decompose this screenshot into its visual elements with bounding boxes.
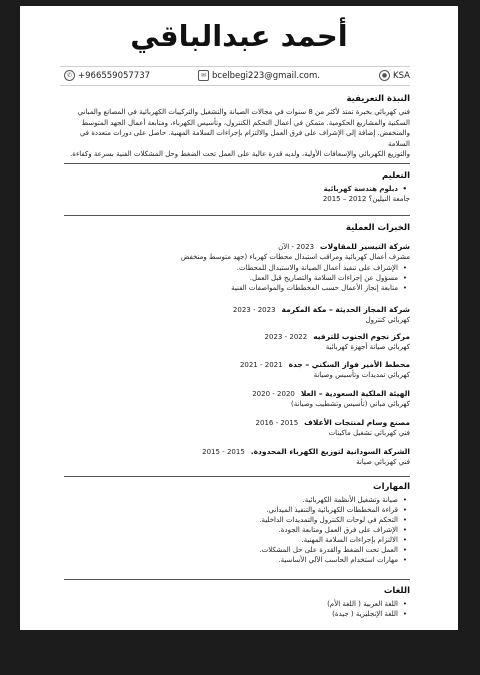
skills-heading: المهارات [373, 482, 410, 492]
job-subtitle: كهربائي مباني (تأسيس وتشطيب وصيانة) [291, 400, 410, 408]
job-entry [202, 447, 410, 467]
job-bullets [181, 263, 410, 293]
skill-item: • الالتزام بإجراءات السلامة المهنية. [60, 535, 398, 545]
job-bullet: • مسؤول عن إجراءات السلامة والتصاريح قبل العمل. [181, 273, 398, 283]
skills-list [60, 495, 410, 565]
job-dates: 2023 - 2023 [232, 306, 276, 314]
language-item: • اللغة الإنجليزية ( جيدة) [60, 609, 398, 619]
profile-section [60, 94, 410, 160]
job-bullet: • متابعة إنجاز الأعمال حسب المخططات والمواصفات الفنية [181, 283, 398, 293]
location-icon: ● [379, 70, 390, 81]
skills-section [60, 482, 410, 565]
education-school: جامعة النيلين؟ 2012 – 2015 [322, 195, 410, 203]
languages-list [60, 599, 410, 619]
job-dates: 2015 - 2015 [202, 448, 245, 456]
job-subtitle: فني كهربائي صيانة [356, 458, 410, 466]
skill-item: • قراءة المخططات الكهربائية والتنفيذ الميداني. [60, 505, 398, 515]
experience-heading: الخبرات العملية [345, 223, 410, 233]
languages-heading: اللغات [383, 586, 410, 596]
location-text: KSA [393, 70, 410, 81]
language-item: • اللغة العربية ( اللغة الأم) [60, 599, 398, 609]
profile-line: والمنخفض. إضافة إلى الإشراف على فرق العمل والالتزام بإجراءات السلامة المهنية. حاصل على دورات متعددة في السلامة [79, 129, 410, 148]
contact-location [379, 70, 410, 81]
contact-phone [64, 70, 150, 81]
experience-section [60, 223, 410, 236]
section-divider [64, 215, 410, 216]
education-list [60, 184, 410, 194]
job-title: الشركة السودانية لتوزيع الكهرباء المحدودة. [250, 447, 410, 456]
job-title: مصنع وسام لمنتجات الأعلاف [304, 418, 410, 427]
education-degree: • دبلوم هندسة كهربائية [60, 184, 398, 194]
skill-item: • العمل تحت الضغط والقدرة على حل المشكلات. [60, 545, 398, 555]
section-divider [64, 476, 410, 477]
job-entry [252, 389, 410, 409]
job-dates: 2023 - الآن [278, 243, 315, 251]
resume-page [20, 6, 458, 630]
job-title: شركة المجاز الحديثة – مكة المكرمة [281, 305, 410, 314]
profile-line: والتوزيع الكهربائي والإسعافات الأولية، ولديه قدرة عالية على العمل تحت الضغط وحل المشكلات الفنية بسرعة وكفاءة. [70, 150, 410, 158]
contact-email [198, 70, 320, 81]
job-title: محطط الأمير فواز السكني – جدة [288, 360, 410, 369]
job-subtitle: كهربائي كنترول [365, 316, 410, 324]
profile-line: فني كهربائي بخبرة تمتد لأكثر من 8 سنوات في مجالات الصيانة والتشغيل والتركيبات الكهربائية في المصانع والمباني [77, 108, 410, 116]
job-title: مركز نجوم الجنوب للترفيه [313, 332, 410, 341]
job-dates: 2021 - 2021 [239, 361, 283, 369]
email-text[interactable]: bcelbegi223@gmail.com. [212, 70, 320, 81]
section-divider [64, 579, 410, 580]
job-entry [256, 418, 410, 438]
job-subtitle: فني كهربائي تشغيل ماكينات [328, 429, 410, 437]
skill-item: • صيانة وتشغيل الأنظمة الكهربائية. [60, 495, 398, 505]
job-entry [265, 332, 410, 352]
job-subtitle: كهربائي تمديدات وتأسيس وصيانة [313, 371, 410, 379]
education-section [60, 171, 410, 205]
languages-section [60, 586, 410, 619]
profile-line: السكنية والمشاريع الحكومية. متمكن في أعمال التحكم الكنترول، وتأسيس الكهرباء، ومتابعة أعمال الجهد المتوسط [81, 118, 410, 127]
skill-item: • مهارات استخدام الحاسب الآلي الأساسية. [60, 555, 398, 565]
job-entry [181, 242, 410, 293]
phone-icon: ✆ [64, 70, 75, 81]
job-subtitle: مشرف أعمال كهربائية ومراقب استبدال محطات كهرباء (جهد متوسط ومنخفض [180, 253, 410, 261]
profile-heading: النبذة التعريفية [346, 94, 410, 104]
job-entry [233, 305, 410, 325]
email-icon: ✉ [198, 70, 209, 81]
job-dates: 2022 - 2023 [264, 333, 308, 341]
job-dates: 2020 - 2020 [252, 390, 295, 398]
job-entry [240, 360, 410, 380]
skill-item: • التحكم في لوحات الكنترول والتمديدات الداخلية. [60, 515, 398, 525]
candidate-name: أحمد عبدالباقي [130, 19, 348, 53]
section-divider [64, 163, 410, 164]
education-heading: التعليم [382, 171, 410, 181]
job-dates: 2015 - 2016 [255, 419, 299, 427]
job-subtitle: كهربائي صيانة أجهزة كهربائية [325, 343, 410, 351]
job-title: الهيئة الملكية السعودية – العلا [300, 389, 410, 398]
job-title: شركة التيسير للمقاولات [320, 242, 410, 251]
job-bullet: • الإشراف على تنفيذ أعمال الصيانة والاستبدال للمحطات. [181, 263, 398, 273]
phone-text[interactable]: +966559057737 [78, 70, 151, 81]
skill-item: • الإشراف على فرق العمل ومتابعة الجودة. [60, 525, 398, 535]
contact-bar [60, 66, 410, 86]
